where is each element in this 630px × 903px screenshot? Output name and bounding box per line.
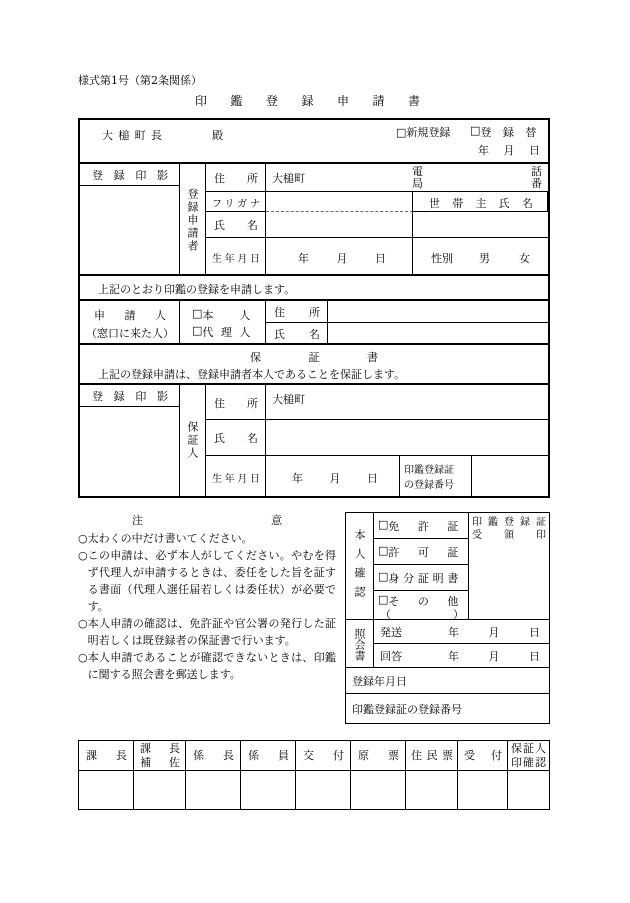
checkbox-registration-replace[interactable] (470, 124, 544, 140)
note-item (78, 649, 336, 683)
guarantor-vertical-label-cell (180, 385, 206, 496)
applicant-seal-impression-box[interactable] (80, 186, 180, 276)
verify-permit-label: 許可証 (388, 546, 459, 559)
householder-name-label-cell: 世帯主氏名 (413, 192, 548, 212)
approval-header-reception: 受付 (458, 741, 508, 771)
inquiry-label: 照会書 (353, 627, 366, 661)
gender-female-option[interactable]: 女 (519, 252, 530, 265)
inquiry-reply-label: 回答 (380, 650, 402, 663)
checkbox-agent-label: 代理人 (202, 326, 251, 339)
guarantor-seal-impression-box[interactable] (80, 407, 180, 496)
guarantor-address-value: 大槌町 (272, 393, 305, 406)
checkbox-new-label: 新規登録 (406, 126, 451, 139)
approval-stamp-cell[interactable] (458, 771, 508, 809)
approval-header-original-slip: 原票 (351, 741, 406, 771)
note-bullet: ○ (78, 617, 88, 630)
mayor-row (80, 120, 548, 164)
householder-name-value-cell[interactable] (413, 212, 548, 238)
declaration-row: 上記のとおり印鑑の登録を申請します。 (80, 276, 548, 301)
receipt-seal-label-1: 印鑑登録証 (472, 517, 546, 528)
requester-name-value-cell[interactable] (328, 323, 548, 345)
applicant-address-value: 大槌町 (272, 172, 305, 185)
checkbox-replace-label: 登録替 (480, 126, 537, 139)
applicant-phone-label: 電話 局番 (412, 165, 542, 190)
requester-address-value-cell[interactable] (328, 301, 548, 323)
approval-stamp-cell[interactable] (508, 771, 549, 809)
checkbox-id-box[interactable]: □ (378, 570, 389, 583)
approval-stamp-cell[interactable] (351, 771, 406, 809)
mayor-label: 大槌町長 (102, 129, 162, 142)
requester-name-label-cell: 氏名 (266, 323, 328, 345)
page-title: 印鑑登録申請書 (195, 94, 420, 108)
applicant-birth-label-cell: 生年月日 (206, 238, 266, 276)
checkbox-self-box[interactable]: □ (192, 307, 203, 320)
applicant-seal-label-cell: 登録印影 (80, 164, 180, 186)
applicant-birth-value-cell[interactable] (266, 238, 413, 276)
checkbox-replace-box[interactable]: □ (470, 124, 481, 137)
verify-option-id-certificate[interactable] (374, 565, 469, 591)
applicant-vertical-label: 登録申請者 (186, 187, 199, 253)
applicant-name-value-cell[interactable] (266, 212, 413, 238)
applicant-address-value-cell[interactable] (266, 164, 548, 192)
guarantor-vertical-label: 保証人 (186, 421, 199, 460)
checkbox-license-box[interactable]: □ (378, 518, 389, 531)
notes-title: 注意 (132, 514, 282, 527)
checkbox-permit-box[interactable]: □ (378, 544, 389, 557)
guarantor-seal-label-cell: 登録印影 (80, 385, 180, 407)
approval-stamp-cell[interactable] (79, 771, 134, 809)
notes-section (78, 512, 336, 683)
applicant-gender-cell[interactable] (413, 238, 548, 276)
checkbox-new-box[interactable]: □ (396, 126, 407, 139)
verify-option-other[interactable] (374, 591, 469, 620)
applicant-vertical-label-cell (180, 164, 206, 276)
approval-stamp-cell[interactable] (134, 771, 186, 809)
registration-date-row[interactable] (346, 668, 549, 694)
guarantor-birth-ymd: 年月日 (292, 472, 378, 485)
verify-other-label: その他 (388, 595, 459, 608)
verify-other-input[interactable]: （） (380, 608, 464, 620)
checkbox-other-box[interactable]: □ (378, 593, 389, 606)
verify-license-label: 免許証 (388, 520, 459, 533)
checkbox-new-registration[interactable] (396, 124, 462, 140)
approval-header-staff: 係員 (241, 741, 296, 771)
identity-check-label-cell (346, 513, 374, 620)
registration-number-label: 印鑑登録証の登録番号 (352, 703, 462, 716)
approval-stamp-cell[interactable] (241, 771, 296, 809)
requester-type-cell (180, 301, 266, 345)
note-bullet: ○ (78, 549, 88, 562)
guarantor-birth-label-cell: 生年月日 (206, 456, 266, 496)
form-number: 様式第1号（第2条関係） (78, 74, 202, 87)
note-bullet: ○ (78, 532, 88, 545)
requester-address-label-cell: 住所 (266, 301, 328, 323)
note-text: この申請は、必ず本人がしてください。やむを得ず代理人が申請するときは、委任をした旨を証する書面（代理人選任届若しくは委任状）が必要です。 (87, 549, 336, 613)
inquiry-sent-label: 発送 (380, 626, 402, 639)
verification-table (345, 512, 550, 724)
guarantee-header-row (80, 345, 548, 385)
guarantor-name-value-cell[interactable] (266, 420, 548, 456)
applicant-furigana-value-cell[interactable] (266, 192, 413, 212)
guarantor-address-value-cell[interactable] (266, 385, 548, 420)
applicant-furigana-label-cell: フリガナ (206, 192, 266, 212)
inquiry-label-cell (346, 620, 374, 668)
note-item (78, 547, 336, 615)
receipt-seal-label-2: 受領印 (472, 530, 546, 541)
inquiry-sent-row[interactable] (374, 620, 549, 644)
registration-number-row[interactable] (346, 694, 549, 723)
identity-check-label: 本人確認 (353, 528, 366, 605)
verify-id-label: 身分証明書 (388, 572, 459, 585)
note-text: 本人申請の確認は、免許証や官公署の発行した証明若しくは既登録者の保証書で行います。 (87, 617, 336, 647)
inquiry-reply-row[interactable] (374, 644, 549, 668)
inquiry-sent-date: 年月日 (448, 626, 540, 639)
main-application-table (78, 118, 550, 498)
guarantor-address-label-cell: 住所 (206, 385, 266, 420)
registration-date-fields (478, 142, 540, 158)
approval-header-subsection-chief: 係長 (186, 741, 241, 771)
approval-header-deputy-chief: 課長 補佐 (134, 741, 186, 771)
checkbox-agent[interactable] (192, 324, 250, 340)
applicant-birth-ymd: 年月日 (298, 252, 386, 265)
verify-option-license[interactable] (374, 513, 469, 539)
gender-label: 性別 (431, 252, 453, 265)
applicant-address-label-cell: 住所 (206, 164, 266, 192)
approval-stamp-cell[interactable] (296, 771, 351, 809)
note-bullet: ○ (78, 651, 88, 664)
approval-header-issue: 交付 (296, 741, 351, 771)
note-item (78, 530, 336, 547)
note-text: 本人申請であることが確認できないときは、印鑑に関する照会書を郵送します。 (87, 651, 336, 681)
inquiry-reply-date: 年月日 (448, 650, 540, 663)
note-text: 太わくの中だけ書いてください。 (87, 532, 253, 545)
approval-header-guarantor-seal-check: 保証人 印確認 (508, 741, 549, 771)
registration-date-label: 登録年月日 (352, 675, 407, 688)
checkbox-agent-box[interactable]: □ (192, 324, 203, 337)
note-item (78, 615, 336, 649)
gender-male-option[interactable]: 男 (479, 252, 490, 265)
requester-label-cell: 申請人 （窓口に来た人） (80, 301, 180, 345)
guarantor-cert-number-label-cell: 印鑑登録証 の登録番号 (400, 456, 472, 496)
approval-stamp-table (78, 740, 550, 810)
guarantor-name-label-cell: 氏名 (206, 420, 266, 456)
guarantor-cert-number-value-cell[interactable] (472, 456, 548, 496)
guarantee-title: 保証書 (250, 351, 378, 364)
approval-stamp-cell[interactable] (406, 771, 458, 809)
guarantee-text: 上記の登録申請は、登録申請者本人であることを保証します。 (98, 368, 406, 381)
applicant-name-label-cell: 氏名 (206, 212, 266, 238)
checkbox-self-label: 本人 (202, 309, 251, 322)
approval-header-section-chief: 課長 (79, 741, 134, 771)
honorific-label: 殿 (212, 129, 223, 142)
checkbox-self[interactable] (192, 307, 250, 323)
receipt-seal-cell[interactable] (469, 513, 549, 620)
approval-stamp-cell[interactable] (186, 771, 241, 809)
approval-header-resident-record: 住民票 (406, 741, 458, 771)
verify-option-permit[interactable] (374, 539, 469, 565)
reg-date-ymd: 年月日 (478, 144, 540, 157)
guarantor-birth-value-cell[interactable] (266, 456, 400, 496)
